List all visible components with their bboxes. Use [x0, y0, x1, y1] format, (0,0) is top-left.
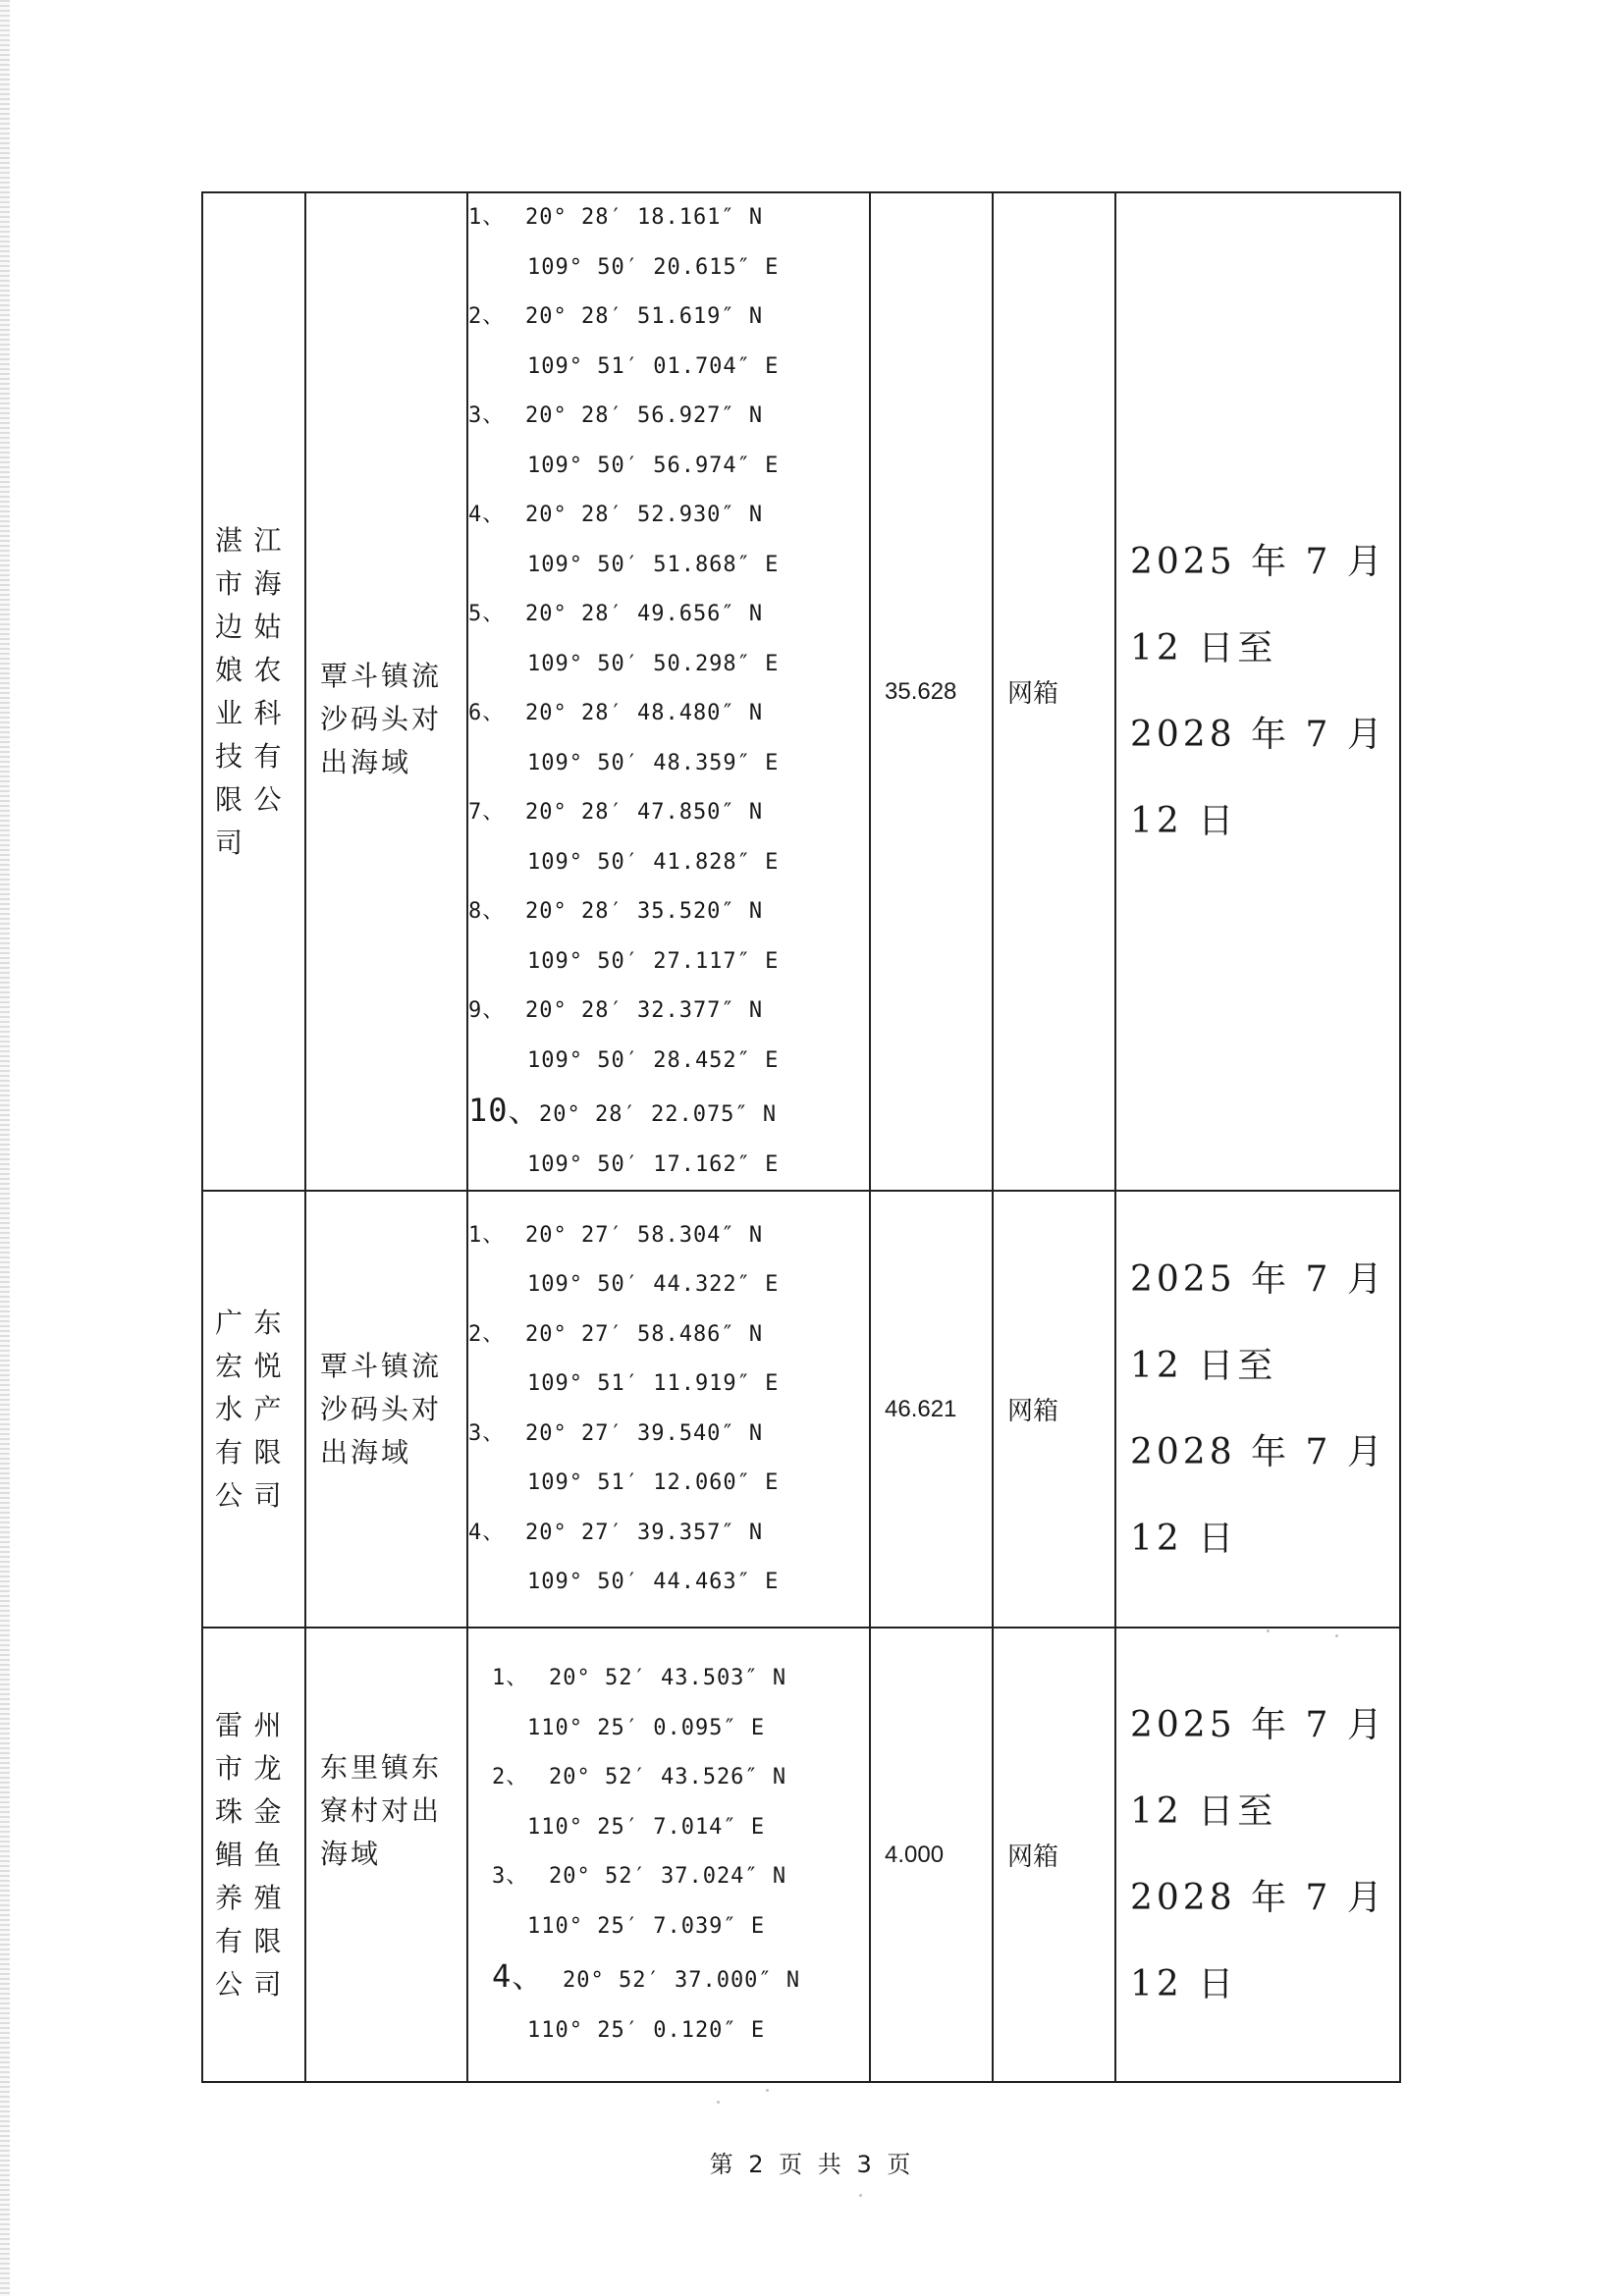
company-name [203, 1704, 304, 2006]
latitude-value: 20° 52′ 43.526″ N [549, 1765, 787, 1789]
validity-period: 2025 年 7 月 12 日至 2028 年 7 月 12 日 [1130, 541, 1386, 841]
company-name-char: 技 [215, 739, 244, 773]
period-cell [1115, 192, 1400, 1191]
area-cell [870, 1191, 993, 1628]
latitude-value: 20° 28′ 49.656″ N [525, 602, 764, 626]
company-name-char: 限 [215, 782, 244, 816]
latitude-value: 20° 28′ 32.377″ N [525, 998, 764, 1023]
company-name-char: 产 [253, 1392, 283, 1425]
longitude-value: 110° 25′ 0.120″ E [527, 2017, 766, 2043]
company-name-char: 湛 [215, 523, 244, 557]
coordinates-cell [467, 1628, 870, 2082]
company-name-char: 江 [253, 523, 283, 557]
coordinate-point [468, 1654, 869, 1753]
company-name-char: 业 [215, 696, 244, 729]
longitude-value: 109° 50′ 41.828″ E [527, 849, 780, 875]
type-cell [993, 192, 1115, 1191]
aquaculture-permit-table [201, 191, 1401, 2083]
latitude-value: 20° 28′ 52.930″ N [525, 503, 764, 527]
longitude-value: 109° 50′ 27.117″ E [527, 948, 780, 974]
company-name-char: 边 [215, 610, 244, 643]
point-number: 9、 [468, 998, 506, 1023]
latitude-value: 20° 28′ 56.927″ N [525, 403, 764, 428]
company-name-char: 公 [215, 1478, 244, 1512]
company-name-char: 鱼 [253, 1838, 283, 1871]
farming-type: 网箱 [1007, 679, 1059, 709]
latitude-line [468, 788, 869, 838]
longitude-value: 110° 25′ 7.039″ E [527, 1913, 766, 1939]
company-cell [202, 1628, 305, 2082]
latitude-line [468, 1509, 869, 1559]
company-name-char: 海 [253, 566, 283, 600]
latitude-value: 20° 27′ 58.304″ N [525, 1222, 764, 1248]
latitude-value: 20° 28′ 48.480″ N [525, 701, 764, 725]
latitude-value: 20° 28′ 51.619″ N [525, 304, 764, 329]
latitude-value: 20° 28′ 47.850″ N [525, 800, 764, 825]
latitude-line [468, 293, 869, 343]
coordinate-point [468, 887, 869, 987]
location-cell [305, 192, 467, 1191]
point-number: 6、 [468, 701, 506, 725]
latitude-line [468, 1086, 869, 1141]
longitude-value: 109° 50′ 17.162″ E [527, 1151, 780, 1177]
coordinate-point [468, 193, 869, 293]
company-name-char: 殖 [253, 1881, 283, 1914]
location-cell [305, 1191, 467, 1628]
company-name-char: 雷 [215, 1708, 244, 1741]
latitude-line [492, 1654, 869, 1704]
point-number: 8、 [468, 899, 506, 924]
point-number: 1、 [468, 205, 506, 230]
company-name-char: 养 [215, 1881, 244, 1914]
company-name-char: 州 [253, 1708, 283, 1741]
latitude-value: 20° 52′ 43.503″ N [549, 1666, 787, 1690]
coordinate-point [468, 1410, 869, 1509]
point-number: 1、 [468, 1222, 506, 1248]
coordinate-point [468, 392, 869, 491]
latitude-line [468, 1310, 869, 1361]
latitude-value: 20° 28′ 35.520″ N [525, 899, 764, 924]
coordinate-point [468, 689, 869, 788]
latitude-line [468, 887, 869, 937]
company-cell [202, 192, 305, 1191]
point-number: 4、 [468, 1520, 506, 1545]
latitude-line [492, 1852, 869, 1902]
company-name-char: 悦 [253, 1349, 283, 1382]
type-cell [993, 1628, 1115, 2082]
company-name-char: 公 [253, 782, 283, 816]
scan-speck [1335, 1634, 1338, 1637]
scan-speck [859, 2194, 862, 2197]
area-value: 4.000 [885, 1841, 945, 1868]
latitude-value: 20° 28′ 22.075″ N [539, 1102, 778, 1127]
scan-speck [766, 2089, 769, 2092]
company-name-char: 司 [253, 1478, 283, 1512]
company-name [203, 1302, 304, 1518]
sea-area-location: 覃斗镇流沙码头对出海域 [320, 1349, 443, 1468]
coordinate-point [468, 1852, 869, 1951]
company-name [203, 519, 304, 865]
longitude-value: 110° 25′ 7.014″ E [527, 1814, 766, 1840]
latitude-line [468, 193, 869, 243]
latitude-line [492, 1951, 869, 2006]
longitude-value: 109° 50′ 44.322″ E [527, 1272, 780, 1297]
longitude-value: 109° 50′ 44.463″ E [527, 1570, 780, 1594]
latitude-value: 20° 28′ 18.161″ N [525, 205, 764, 230]
coordinate-point [468, 1509, 869, 1608]
page-number-footer: 第 2 页 共 3 页 [709, 2151, 915, 2178]
latitude-line [468, 689, 869, 739]
company-name-char: 司 [253, 1967, 283, 2001]
point-number: 1、 [492, 1666, 529, 1690]
area-cell [870, 192, 993, 1191]
company-name-char: 科 [253, 696, 283, 729]
sea-area-location: 覃斗镇流沙码头对出海域 [320, 660, 443, 778]
company-name-char: 姑 [253, 610, 283, 643]
longitude-value: 109° 50′ 56.974″ E [527, 453, 780, 478]
longitude-value: 109° 51′ 11.919″ E [527, 1371, 780, 1396]
company-name-char: 农 [253, 653, 283, 686]
coordinate-point [468, 1951, 869, 2056]
company-name-char: 金 [253, 1794, 283, 1828]
area-value: 46.621 [885, 1395, 957, 1422]
company-name-char: 水 [215, 1392, 244, 1425]
longitude-value: 109° 50′ 50.298″ E [527, 651, 780, 676]
company-name-char: 有 [215, 1924, 244, 1957]
validity-period: 2025 年 7 月 12 日至 2028 年 7 月 12 日 [1130, 1704, 1386, 2004]
company-name-char: 限 [253, 1924, 283, 1957]
validity-period: 2025 年 7 月 12 日至 2028 年 7 月 12 日 [1130, 1258, 1386, 1559]
table-row [202, 1191, 1400, 1628]
company-name-char: 宏 [215, 1349, 244, 1382]
company-name-char: 珠 [215, 1794, 244, 1828]
longitude-value: 109° 50′ 48.359″ E [527, 750, 780, 775]
coordinate-point [468, 1753, 869, 1852]
longitude-value: 109° 50′ 28.452″ E [527, 1047, 780, 1073]
farming-type: 网箱 [1007, 1397, 1059, 1426]
longitude-value: 109° 50′ 20.615″ E [527, 254, 780, 280]
latitude-line [468, 987, 869, 1037]
point-number: 4、 [492, 1957, 545, 1995]
scan-edge-artifact [0, 0, 10, 2296]
latitude-value: 20° 27′ 39.540″ N [525, 1420, 764, 1446]
point-number: 3、 [468, 1420, 506, 1446]
point-number: 4、 [468, 503, 506, 527]
period-cell [1115, 1628, 1400, 2082]
area-cell [870, 1628, 993, 2082]
company-name-char: 公 [215, 1967, 244, 2001]
point-number: 5、 [468, 602, 506, 626]
latitude-line [492, 1753, 869, 1803]
farming-type: 网箱 [1007, 1842, 1059, 1872]
location-cell [305, 1628, 467, 2082]
latitude-value: 20° 52′ 37.000″ N [563, 1968, 801, 1993]
latitude-line [468, 491, 869, 541]
coordinate-point [468, 987, 869, 1086]
point-number: 2、 [468, 304, 506, 329]
coordinate-point [468, 1211, 869, 1310]
coordinate-point [468, 293, 869, 392]
coordinate-point [468, 590, 869, 689]
table-row [202, 1628, 1400, 2082]
point-number: 2、 [468, 1321, 506, 1347]
latitude-line [468, 1211, 869, 1261]
longitude-value: 109° 50′ 51.868″ E [527, 552, 780, 577]
coordinate-point [468, 1086, 869, 1190]
coordinate-point [468, 1310, 869, 1410]
latitude-value: 20° 27′ 39.357″ N [525, 1520, 764, 1545]
company-name-char: 限 [253, 1435, 283, 1468]
sea-area-location: 东里镇东寮村对出海域 [320, 1751, 443, 1870]
coordinate-point [468, 788, 869, 887]
latitude-line [468, 1410, 869, 1460]
company-name-char: 有 [215, 1435, 244, 1468]
company-cell [202, 1191, 305, 1628]
company-name-char: 东 [253, 1306, 283, 1339]
company-name-char: 鲳 [215, 1838, 244, 1871]
point-number: 3、 [468, 403, 506, 428]
coordinates-cell [467, 1191, 870, 1628]
coordinates-cell [467, 192, 870, 1191]
longitude-value: 110° 25′ 0.095″ E [527, 1715, 766, 1740]
point-number: 10、 [468, 1092, 541, 1129]
longitude-value: 109° 51′ 12.060″ E [527, 1470, 780, 1495]
table-row [202, 192, 1400, 1191]
area-value: 35.628 [885, 677, 957, 705]
type-cell [993, 1191, 1115, 1628]
latitude-value: 20° 52′ 37.024″ N [549, 1864, 787, 1889]
point-number: 2、 [492, 1765, 529, 1789]
longitude-value: 109° 51′ 01.704″ E [527, 353, 780, 379]
company-name-char: 有 [253, 739, 283, 773]
company-name-char: 司 [215, 826, 244, 859]
point-number: 7、 [468, 800, 506, 825]
latitude-line [468, 392, 869, 442]
company-name-char: 市 [215, 566, 244, 600]
company-name-char: 龙 [253, 1751, 283, 1785]
company-name-char: 娘 [215, 653, 244, 686]
scan-speck [717, 2101, 720, 2104]
coordinate-point [468, 491, 869, 590]
latitude-line [468, 590, 869, 640]
period-cell [1115, 1191, 1400, 1628]
company-name-char: 市 [215, 1751, 244, 1785]
scan-speck [1267, 1629, 1270, 1632]
point-number: 3、 [492, 1864, 529, 1889]
latitude-value: 20° 27′ 58.486″ N [525, 1321, 764, 1347]
company-name-char: 广 [215, 1306, 244, 1339]
